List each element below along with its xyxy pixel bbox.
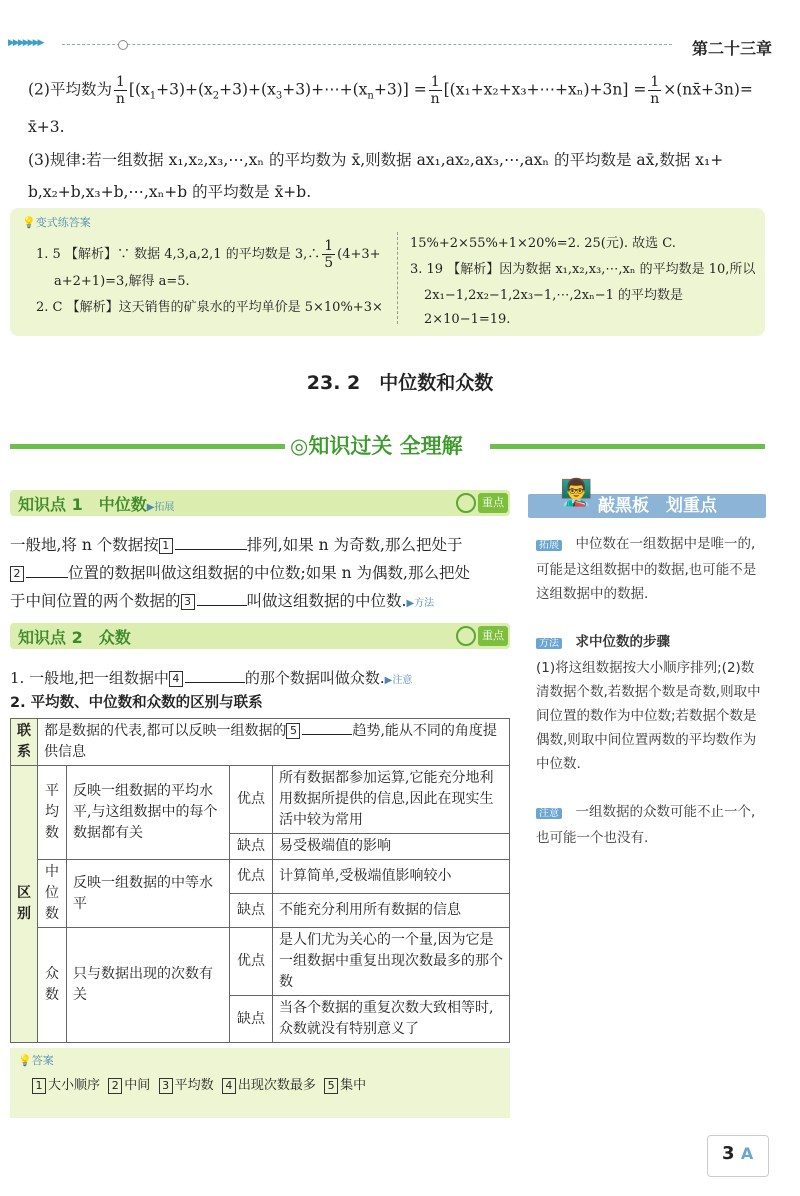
- key-point-badge: 重点: [478, 493, 508, 513]
- con-label: 缺点: [230, 834, 273, 860]
- a-logo-icon: A: [740, 1144, 754, 1163]
- part3-line1: (3)规律:若一组数据 x₁,x₂,x₃,⋯,xₙ 的平均数为 x̄,则数据 ax₁,ax₂,ax₃,⋯,axₙ 的平均数是 ax̄,数据 x₁+: [28, 151, 724, 169]
- kp1-title-row: [18, 492, 174, 515]
- answers-divider: [397, 232, 398, 324]
- mode-desc: 只与数据出现的次数有关: [67, 928, 230, 1043]
- con-label: 缺点: [230, 894, 273, 928]
- method-tag: ▶方法: [406, 598, 435, 609]
- median-desc: 反映一组数据的中等水平: [67, 860, 230, 928]
- side-note: 注意 一组数据的众数可能不止一个,也可能一个也没有.: [536, 804, 756, 846]
- blank-number: 1: [159, 538, 173, 554]
- fraction: $\frac{1}{5}$: [324, 238, 334, 271]
- median-con: 不能充分利用所有数据的信息: [273, 894, 510, 928]
- part2-expr2: [(x₁+x₂+x₃+⋯+xₙ)+3n] =: [443, 80, 647, 99]
- note-tag: 注意: [536, 808, 562, 819]
- teacher-icon: 👨‍🏫: [560, 478, 593, 508]
- table-row: [11, 766, 510, 834]
- side-method: 方法 求中位数的步骤 (1)将这组数据按大小顺序排列;(2)数清数据个数,若数据个数是奇数,则取中间位置的数作为中位数;若数据个数是偶数,则取中间位置两数的平均数作为中位数.: [536, 634, 761, 772]
- answer-2-line1: 2. C 【解析】这天销售的矿泉水的平均单价是 5×10%+3×: [36, 300, 383, 315]
- part3-line2: b,x₂+b,x₃+b,⋯,xₙ+b 的平均数是 x̄+b.: [28, 183, 312, 201]
- con-label: 缺点: [230, 996, 273, 1043]
- kp1-tag: ▶拓展: [146, 502, 175, 513]
- blank-number: 4: [169, 671, 183, 687]
- mode-pro: 是人们尤为关心的一个量,因为它是一组数据中重复出现次数最多的那个数: [273, 928, 510, 996]
- banner-bar-left: [10, 444, 285, 449]
- mean-pro: 所有数据都参加运算,它能充分地利用数据所提供的信息,因此在现实生活中较为常用: [273, 766, 510, 834]
- lightbulb-icon: 💡: [18, 1054, 32, 1067]
- variant-answers-tag: 💡变式练答案: [22, 216, 91, 229]
- kp2-line1: 1. 一般地,把一组数据中 4 的那个数据叫做众数.▶注意: [10, 669, 413, 687]
- fraction: $\frac{1}{n}$: [650, 74, 660, 107]
- mean-con: 易受极端值的影响: [273, 834, 510, 860]
- page-number: 3 A: [722, 1143, 754, 1164]
- answers-list: [32, 1076, 366, 1096]
- fill-blank[interactable]: [302, 734, 352, 735]
- part2-expr3: ×(nx̄+3n)=: [663, 80, 753, 99]
- kp2-title: 知识点 2 众数: [18, 628, 131, 647]
- side-panel-title: 敲黑板 划重点: [598, 496, 717, 516]
- lightbulb-icon: 💡: [22, 216, 36, 229]
- side-extend: 拓展 中位数在一组数据中是唯一的,可能是这组数据中的数据,也可能不是这组数据中的数据.: [536, 536, 757, 602]
- kp1-line1: 一般地,将 n 个数据按 1 排列,如果 n 为奇数,那么把处于: [10, 536, 463, 554]
- fill-blank[interactable]: [175, 549, 247, 550]
- answer-1-line2: a+2+1)=3,解得 a=5.: [54, 274, 190, 289]
- pro-label: 优点: [230, 860, 273, 894]
- fill-blank[interactable]: [185, 682, 245, 683]
- blank-number: 2: [10, 566, 24, 582]
- header-arrows: ▶▶▶▶▶▶▶: [8, 38, 43, 48]
- fill-blank[interactable]: [197, 605, 247, 606]
- banner-title: ◎知识过关 全理解: [290, 434, 463, 458]
- answer-2-line2: 15%+2×55%+1×20%=2. 25(元). 故选 C.: [410, 236, 676, 251]
- part2-label: (2)平均数为: [28, 80, 112, 99]
- median-pro: 计算简单,受极端值影响较小: [273, 860, 510, 894]
- answers-tag: 💡答案: [18, 1054, 54, 1067]
- section-title: 23. 2 中位数和众数: [306, 372, 494, 394]
- header-dot: [118, 40, 128, 50]
- kp2-title-row: [18, 625, 131, 648]
- table-row: [11, 928, 510, 996]
- part2-line1: (2)平均数为 $\frac{1}{n}$ $[(x_1+3)+(x_2+3)+(x_3+3)+\cdots+(x_n+3)]$ = $\frac{1}{n}$ [(x₁+x₂+x₃+⋯+xₙ)+3n] = $\frac{1}{n}$ ×(nx̄+3n)=: [28, 74, 753, 107]
- target-icon: [456, 626, 476, 646]
- fill-blank[interactable]: [26, 577, 68, 578]
- mode-con: 当各个数据的重复次数大致相等时,众数就没有特别意义了: [273, 996, 510, 1043]
- blank-number: 5: [286, 723, 300, 739]
- fraction: $\frac{1}{n}$: [430, 74, 440, 107]
- mode-name: 众数: [38, 928, 67, 1043]
- answer-item: 1 大小顺序: [32, 1078, 100, 1093]
- kp1-line2: 2 位置的数据叫做这组数据的中位数;如果 n 为偶数,那么把处: [10, 558, 520, 588]
- lianxi-cell: 都是数据的代表,都可以反映一组数据的 5 趋势,能从不同的角度提供信息: [38, 719, 510, 766]
- part2-line2: x̄+3.: [28, 118, 65, 136]
- answer-item: 3 平均数: [159, 1078, 214, 1093]
- key-point-badge: 重点: [478, 626, 508, 646]
- answer-3-line1: 3. 19 【解析】因为数据 x₁,x₂,x₃,⋯,xₙ 的平均数是 10,所以: [410, 262, 756, 277]
- comparison-table: [10, 718, 510, 1043]
- target-icon: [456, 493, 476, 513]
- answer-1-line1: 1. 5 【解析】∵ 数据 4,3,a,2,1 的平均数是 3,∴ $\frac{1}{5}$ (4+3+: [36, 238, 381, 271]
- answer-item: 5 集中: [324, 1078, 366, 1093]
- fraction: $\frac{1}{n}$: [115, 74, 125, 107]
- extend-tag: 拓展: [536, 540, 562, 551]
- table-head-qubie: 区别: [11, 766, 38, 1043]
- method-tag: 方法: [536, 638, 562, 649]
- kp2-line2: 2. 平均数、中位数和众数的区别与联系: [10, 695, 263, 711]
- chapter-label: 第二十三章: [691, 39, 772, 58]
- swirl-icon: ◎: [290, 434, 309, 458]
- mean-name: 平均数: [38, 766, 67, 860]
- note-tag: ▶注意: [384, 675, 413, 686]
- kp1-title: 知识点 1 中位数: [18, 495, 147, 514]
- kp1-line3: 于中间位置的两个数据的 3 叫做这组数据的中位数.▶方法: [10, 592, 435, 610]
- pro-label: 优点: [230, 766, 273, 834]
- median-name: 中位数: [38, 860, 67, 928]
- table-head-lianxi: 联系: [11, 719, 38, 766]
- table-row: [11, 719, 510, 766]
- blank-number: 3: [181, 594, 195, 610]
- answer-3-line2: 2x₁−1,2x₂−1,2x₃−1,⋯,2xₙ−1 的平均数是 2×10−1=19.: [424, 288, 683, 327]
- answer-item: 2 中间: [108, 1078, 150, 1093]
- table-row: [11, 860, 510, 894]
- mean-desc: 反映一组数据的平均水平,与这组数据中的每个数据都有关: [67, 766, 230, 860]
- pro-label: 优点: [230, 928, 273, 996]
- answer-item: 4 出现次数最多: [222, 1078, 316, 1093]
- banner-bar-right: [490, 444, 765, 449]
- header-divider: [62, 44, 672, 45]
